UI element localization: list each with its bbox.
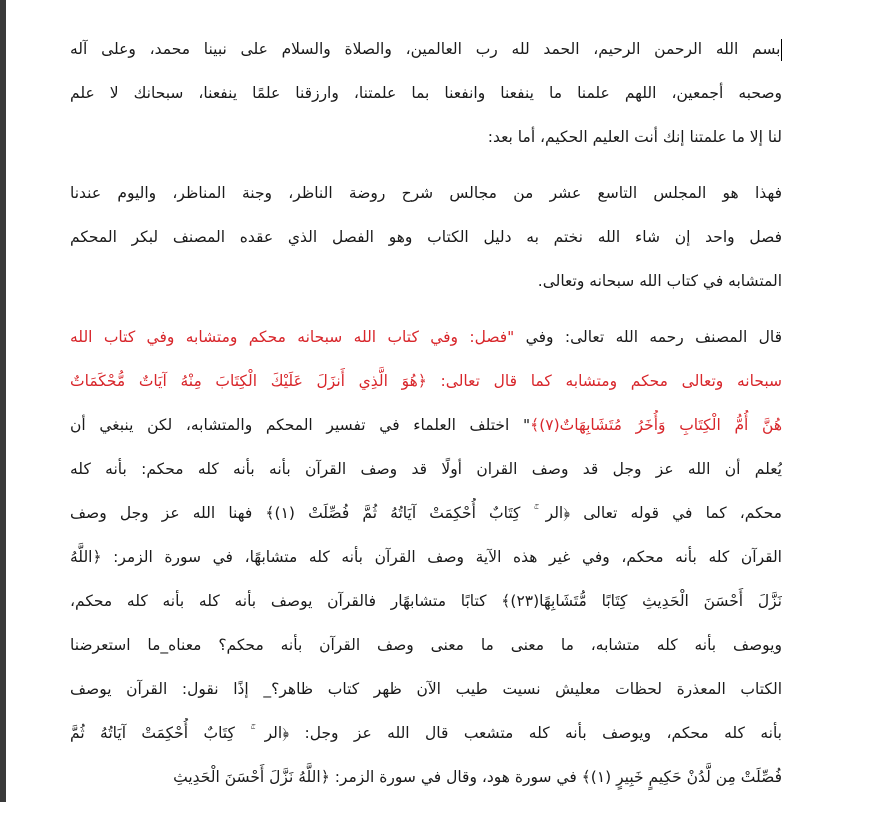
body-text: الكتاب المعذرة لحظات معليش نسيت طيب الآن ظهر كتاب ظاهر؟_ إذًا نقول: القرآن يوصف	[70, 680, 782, 698]
body-text: المتشابه في كتاب الله سبحانه وتعالى.	[537, 272, 782, 290]
text-cursor	[781, 39, 783, 61]
text-line	[70, 78, 782, 122]
window-edge	[0, 0, 6, 802]
paragraph	[70, 178, 782, 310]
body-text: لنا إلا ما علمتنا إنك أنت العليم الحكيم، أما بعد:	[487, 128, 782, 146]
text-line	[70, 498, 782, 542]
body-text: يُعلم أن الله عز وجل قد وصف القران أولًا قد وصف القرآن بأنه بأنه كله محكم: بأنه كله	[70, 460, 782, 478]
body-text: القرآن كله بأنه محكم، وفي غير هذه الآية وصف القرآن بأنه كله متشابهًا، في سورة الزمر: ﴿اللَّهُ	[70, 548, 782, 566]
text-line	[70, 718, 782, 762]
text-line	[70, 586, 782, 630]
text-line	[70, 322, 782, 366]
body-text: بسم الله الرحمن الرحيم، الحمد لله رب العالمين، والصلاة والسلام على نبينا محمد، وعلى آله	[70, 40, 781, 58]
body-text: وصحبه أجمعين، اللهم علمنا ما ينفعنا وانفعنا بما علمتنا، وارزقنا علمًا ينفعنا، سبحانك لا علم	[70, 84, 782, 102]
text-line	[70, 410, 782, 454]
text-line	[70, 178, 782, 222]
body-text: محكم، كما في قوله تعالى ﴿الر ۚ كِتَابٌ أُحْكِمَتْ آيَاتُهُ ثُمَّ فُصِّلَتْ (١)﴾ فهنا الله عز وجل وصف	[70, 504, 782, 522]
text-line	[70, 630, 782, 674]
text-line	[70, 266, 782, 310]
body-text: ويوصف بأنه كله متشابه، ما معنى ما معنى وصف القرآن بأنه محكم؟ معناه_ما استعرضنا	[70, 636, 782, 654]
quoted-text: سبحانه وتعالى محكم ومتشابه كما قال تعالى: ﴿هُوَ الَّذِي أَنزَلَ عَلَيْكَ الْكِتَابَ مِنْهُ آيَاتٌ مُّحْكَمَاتٌ	[70, 372, 782, 390]
text-line	[70, 366, 782, 410]
body-text: فهذا هو المجلس التاسع عشر من مجالس شرح روضة الناظر، وجنة المناظر، واليوم عندنا	[70, 184, 782, 202]
body-text: بأنه كله محكم، ويوصف بأنه كله متشعب قال الله عز وجل: ﴿الر ۚ كِتَابٌ أُحْكِمَتْ آيَاتُهُ ثُمَّ	[70, 724, 782, 742]
text-line	[70, 122, 782, 166]
quoted-text: هُنَّ أُمُّ الْكِتَابِ وَأُخَرُ مُتَشَابِهَاتٌ(٧)﴾	[530, 416, 782, 434]
text-line	[70, 454, 782, 498]
text-line	[70, 34, 782, 78]
text-line	[70, 762, 782, 806]
body-text: فصل واحد إن شاء الله نختم به دليل الكتاب وهو الفصل الذي عقده المصنف لبكر المحكم	[70, 228, 782, 246]
paragraph	[70, 34, 782, 166]
text-line	[70, 674, 782, 718]
text-line	[70, 542, 782, 586]
paragraph	[70, 322, 782, 806]
body-text: نَزَّلَ أَحْسَنَ الْحَدِيثِ كِتَابًا مُّتَشَابِهًا(٢٣)﴾ كتابًا متشابهًار فالقرآن يوصف بأنه كله بأنه كله محكم،	[70, 592, 782, 610]
body-text: قال المصنف رحمه الله تعالى: وفي	[514, 328, 782, 346]
body-text: فُصِّلَتْ مِن لَّدُنْ حَكِيمٍ خَبِيرٍ (١)﴾ في سورة هود، وقال في سورة الزمر: ﴿اللَّهُ نَزَّلَ أَحْسَنَ الْحَدِيثِ	[173, 768, 782, 786]
quoted-text: "فصل: وفي كتاب الله سبحانه محكم ومتشابه وفي كتاب الله	[70, 328, 515, 346]
body-text: " اختلف العلماء في تفسير المحكم والمتشابه، لكن ينبغي أن	[70, 416, 531, 434]
text-line	[70, 222, 782, 266]
document-page[interactable]	[70, 34, 782, 818]
